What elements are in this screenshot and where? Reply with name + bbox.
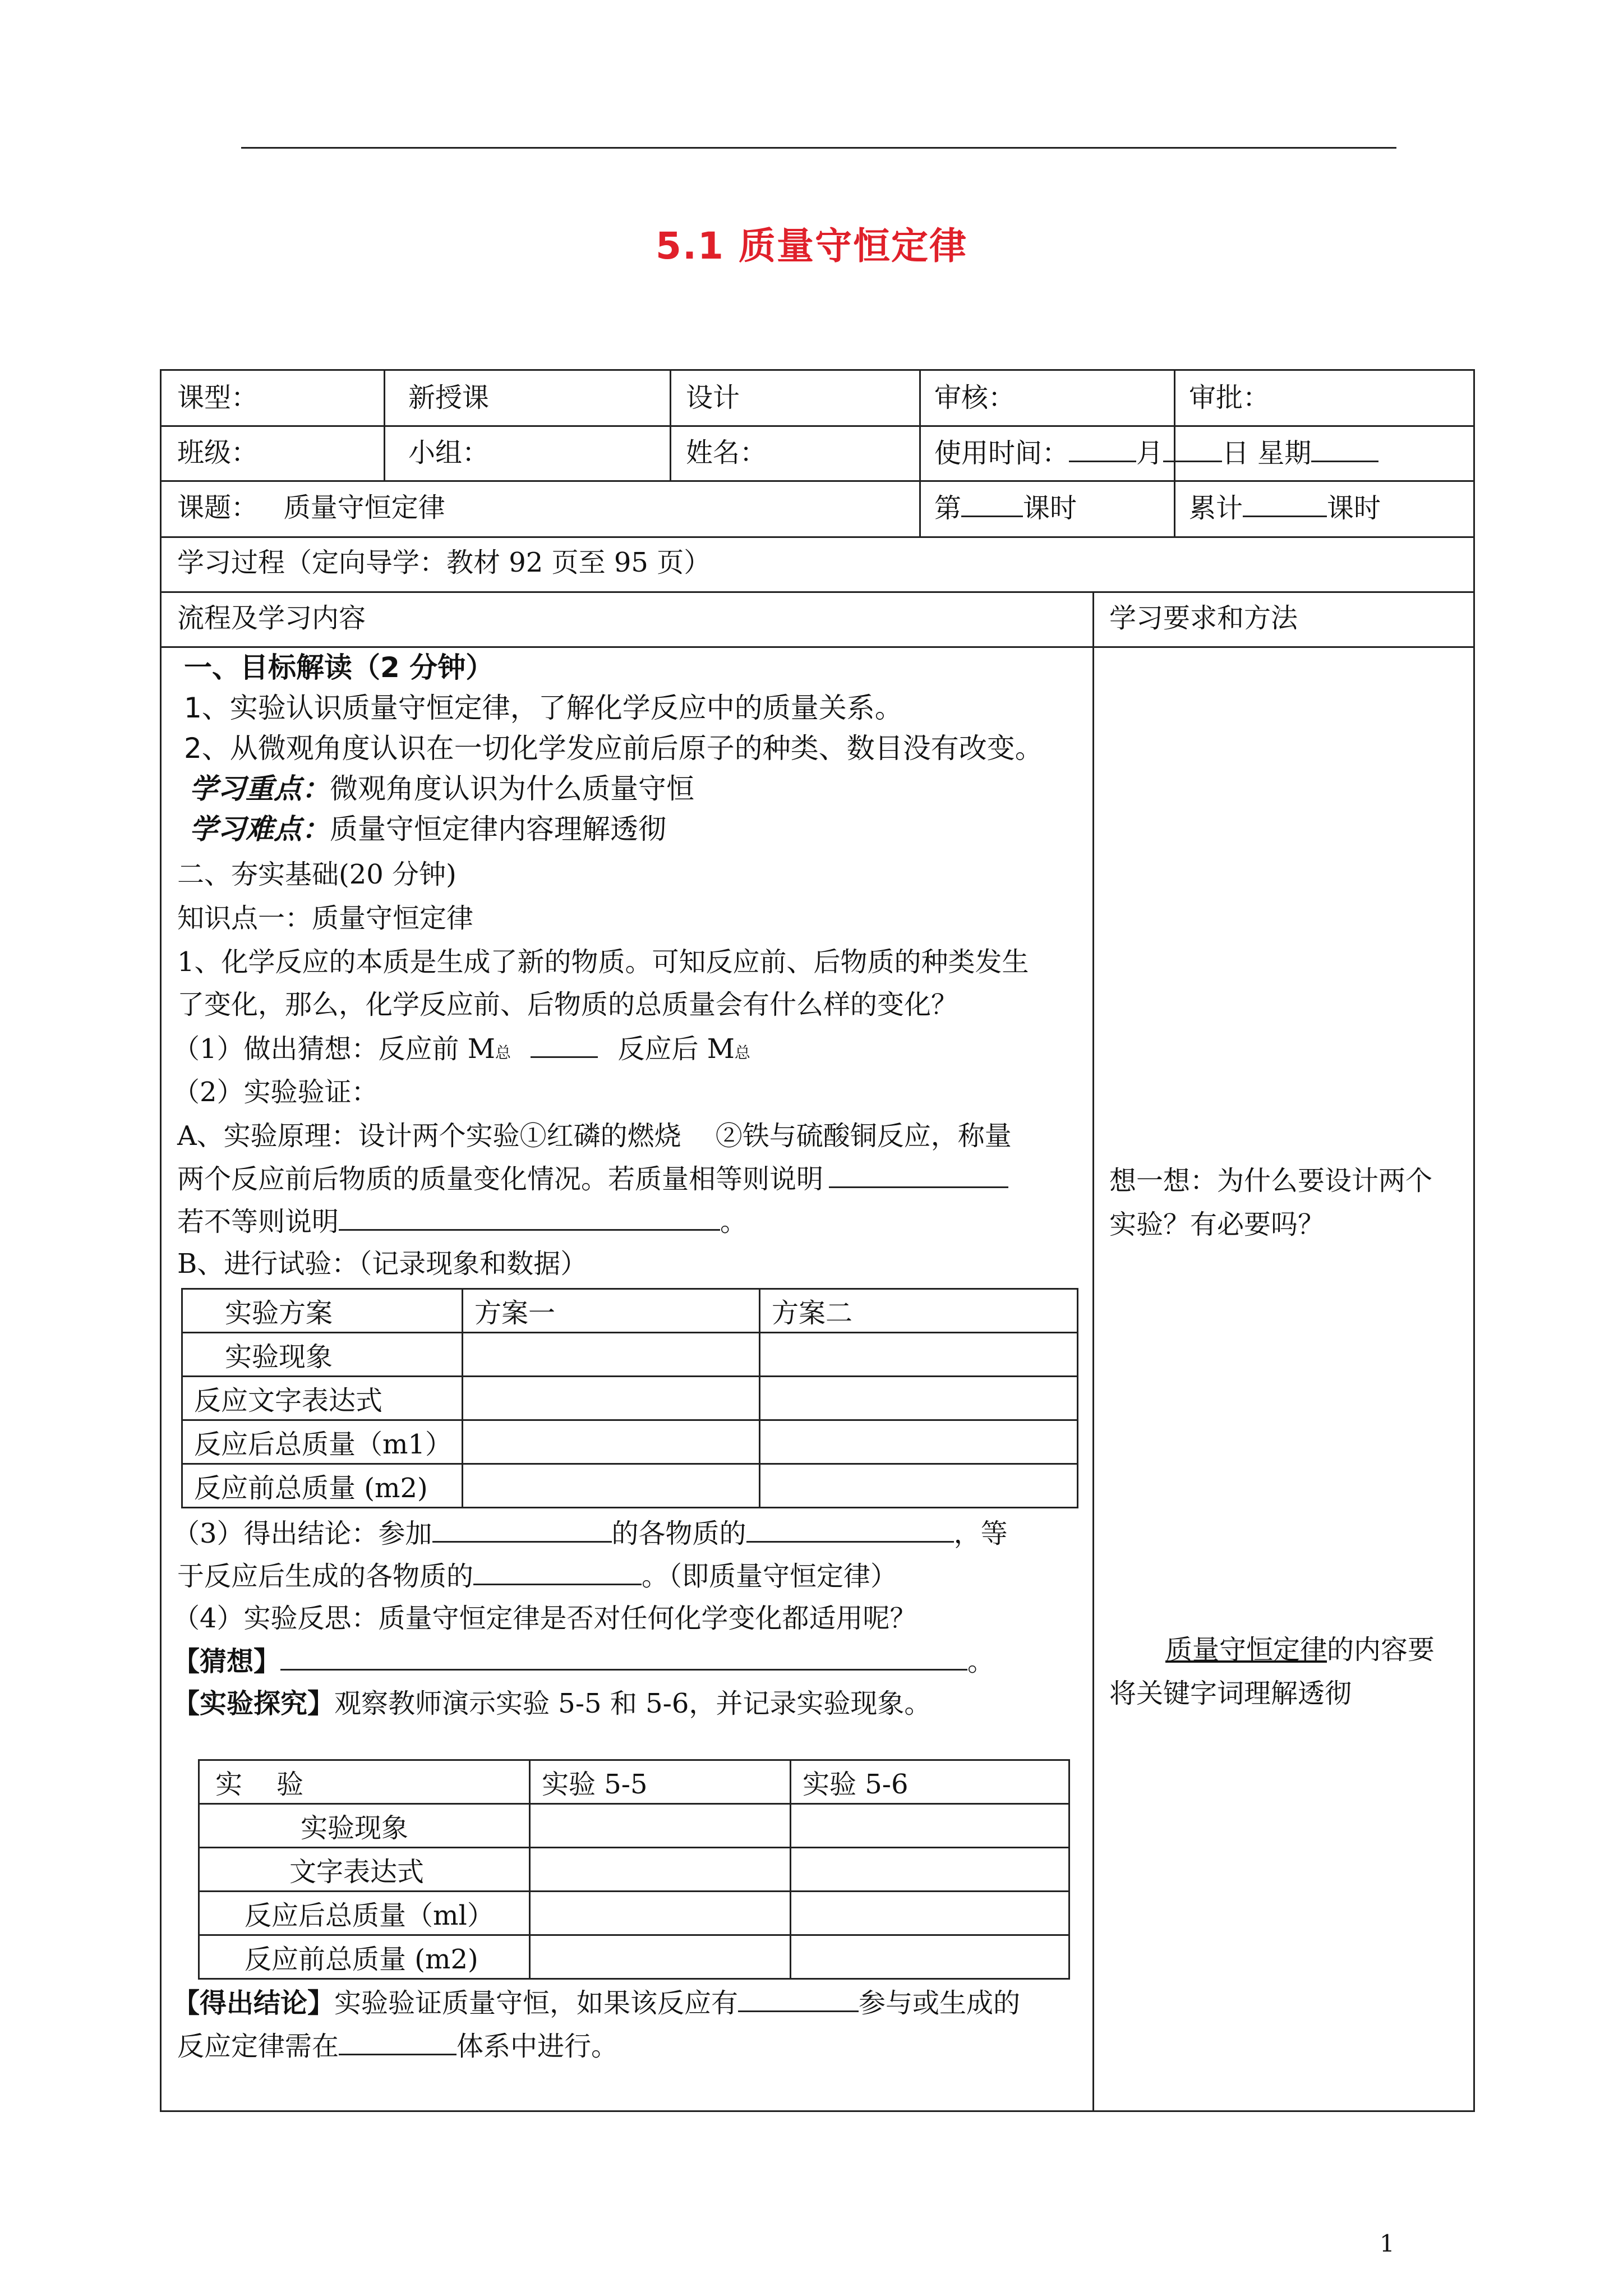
law-note-line-1: 质量守恒定律的内容要 bbox=[1165, 1634, 1435, 1665]
table-cell[interactable] bbox=[530, 1935, 791, 1979]
unequal-conclusion-blank[interactable] bbox=[339, 1207, 720, 1231]
cell-lesson-type: 课型： bbox=[177, 382, 259, 413]
cell-design: 设计 bbox=[686, 382, 740, 413]
total-lessons-blank[interactable] bbox=[1243, 493, 1327, 517]
table-cell[interactable] bbox=[760, 1333, 1078, 1377]
cell-group: 小组： bbox=[408, 437, 490, 468]
column-left-heading: 流程及学习内容 bbox=[177, 602, 366, 634]
table-row bbox=[199, 1935, 1069, 1979]
knowledge-point-1: 知识点一：质量守恒定律 bbox=[177, 903, 474, 934]
table-row bbox=[199, 1892, 1069, 1935]
principle-line-3: 若不等则说明 。 bbox=[177, 1206, 748, 1237]
table-cell[interactable] bbox=[530, 1892, 791, 1935]
table-cell[interactable] bbox=[463, 1464, 760, 1508]
final-conclusion-line-1: 【得出结论】实验验证质量守恒，如果该反应有 参与或生成的 bbox=[173, 1987, 1021, 2019]
table-header-cell: 实验方案 bbox=[182, 1289, 463, 1333]
table-cell[interactable] bbox=[463, 1420, 760, 1464]
table-cell[interactable] bbox=[791, 1892, 1069, 1935]
column-right-heading: 学习要求和方法 bbox=[1109, 602, 1298, 634]
table-row bbox=[199, 1804, 1069, 1848]
header-rule bbox=[241, 147, 1396, 149]
table-cell[interactable] bbox=[463, 1377, 760, 1420]
cell-review: 审核： bbox=[934, 382, 1016, 413]
question-1-line-1: 1、化学反应的本质是生成了新的物质。可知反应前、后物质的种类发生 bbox=[177, 946, 1029, 978]
sealed-system-blank[interactable] bbox=[339, 2031, 457, 2055]
principle-line-1: A、实验原理：设计两个实验①红磷的燃烧 ②铁与硫酸铜反应，称量 bbox=[177, 1120, 1012, 1152]
table-cell[interactable] bbox=[530, 1804, 791, 1848]
table-row bbox=[182, 1464, 1078, 1508]
think-note-line-2: 实验？有必要吗？ bbox=[1109, 1209, 1325, 1240]
learning-process: 学习过程（定向导学：教材 92 页至 95 页） bbox=[177, 547, 711, 578]
table-cell[interactable] bbox=[791, 1848, 1069, 1892]
experiment-b-label: B、进行试验：（记录现象和数据） bbox=[177, 1248, 588, 1280]
table-cell[interactable] bbox=[530, 1848, 791, 1892]
table-row bbox=[199, 1848, 1069, 1892]
table-row bbox=[182, 1289, 1078, 1333]
experiment-demo-table bbox=[198, 1759, 1070, 1980]
table-row bbox=[182, 1333, 1078, 1377]
cell-topic: 课题： 质量守恒定律 bbox=[177, 492, 445, 523]
cell-usage-time: 使用时间： 月 日 星期 bbox=[934, 438, 1378, 468]
final-conclusion-line-2: 反应定律需在 体系中进行。 bbox=[177, 2031, 619, 2062]
page-title: 5.1 质量守恒定律 bbox=[656, 224, 967, 268]
table-cell[interactable] bbox=[791, 1935, 1069, 1979]
cell-total-lessons: 累计 课时 bbox=[1189, 493, 1381, 524]
table-cell[interactable] bbox=[791, 1804, 1069, 1848]
table-row bbox=[182, 1377, 1078, 1420]
hypothesis-blank[interactable] bbox=[531, 1034, 598, 1058]
row-label: 反应文字表达式 bbox=[182, 1377, 463, 1420]
difficult-point: 学习难点：质量守恒定律内容理解透彻 bbox=[190, 813, 666, 845]
participating-blank[interactable] bbox=[432, 1519, 612, 1543]
row-label: 反应前总质量 (m2) bbox=[199, 1935, 530, 1979]
row-label: 反应后总质量（ml） bbox=[199, 1892, 530, 1935]
table-header-cell: 实验 5-6 bbox=[791, 1760, 1069, 1804]
section2-heading: 二、夯实基础(20 分钟) bbox=[177, 859, 457, 890]
cell-lesson-number: 第 课时 bbox=[934, 493, 1077, 524]
law-note-line-2: 将关键字词理解透彻 bbox=[1109, 1678, 1352, 1709]
table-cell[interactable] bbox=[760, 1377, 1078, 1420]
mass-sum-blank[interactable] bbox=[746, 1519, 954, 1543]
table-header-cell: 方案二 bbox=[760, 1289, 1078, 1333]
page-number: 1 bbox=[1380, 2230, 1395, 2257]
gas-blank[interactable] bbox=[738, 1988, 859, 2012]
verification-label: （2）实验验证： bbox=[173, 1076, 379, 1108]
guess-blank[interactable] bbox=[280, 1646, 967, 1671]
conclusion-3-line-2: 于反应后生成的各物质的 。（即质量守恒定律） bbox=[177, 1561, 898, 1592]
key-point: 学习重点：微观角度认识为什么质量守恒 bbox=[190, 772, 694, 805]
section1-heading: 一、目标解读（2 分钟） bbox=[184, 651, 494, 684]
table-header-cell: 实 验 bbox=[199, 1760, 530, 1804]
cell-name: 姓名： bbox=[686, 437, 767, 468]
row-label: 实验现象 bbox=[182, 1333, 463, 1377]
conclusion-3-line-1: （3）得出结论：参加 的各物质的 ，等 bbox=[173, 1518, 1008, 1549]
hypothesis: （1）做出猜想：反应前 M总 反应后 M总 bbox=[173, 1033, 750, 1065]
table-cell[interactable] bbox=[760, 1420, 1078, 1464]
question-1-line-2: 了变化，那么，化学反应前、后物质的总质量会有什么样的变化？ bbox=[177, 989, 958, 1020]
weekday-blank[interactable] bbox=[1311, 438, 1378, 462]
cell-approve: 审批： bbox=[1189, 382, 1270, 413]
day-blank[interactable] bbox=[1163, 438, 1222, 462]
table-header-cell: 方案一 bbox=[463, 1289, 760, 1333]
products-blank[interactable] bbox=[473, 1561, 642, 1585]
goal-1: 1、实验认识质量守恒定律，了解化学反应中的质量关系。 bbox=[184, 692, 903, 724]
table-row bbox=[182, 1420, 1078, 1464]
cell-new-lesson: 新授课 bbox=[408, 382, 490, 413]
row-label: 反应后总质量（m1） bbox=[182, 1420, 463, 1464]
explore-line: 【实验探究】观察教师演示实验 5-5 和 5-6，并记录实验现象。 bbox=[173, 1688, 932, 1719]
table-cell[interactable] bbox=[463, 1333, 760, 1377]
row-label: 文字表达式 bbox=[199, 1848, 530, 1892]
experiment-plan-table bbox=[181, 1288, 1078, 1508]
guess-line: 【猜想】 。 bbox=[173, 1646, 995, 1677]
goal-2: 2、从微观角度认识在一切化学发应前后原子的种类、数目没有改变。 bbox=[184, 732, 1043, 765]
row-label: 反应前总质量 (m2) bbox=[182, 1464, 463, 1508]
principle-line-2: 两个反应前后物质的质量变化情况。若质量相等则说明 bbox=[177, 1164, 1008, 1194]
worksheet-table bbox=[160, 369, 1475, 2112]
equal-conclusion-blank[interactable] bbox=[829, 1164, 1008, 1188]
table-row bbox=[199, 1760, 1069, 1804]
think-note-line-1: 想一想：为什么要设计两个 bbox=[1109, 1165, 1433, 1197]
reflection-4: （4）实验反思：质量守恒定律是否对任何化学变化都适用呢？ bbox=[173, 1603, 917, 1634]
table-cell[interactable] bbox=[760, 1464, 1078, 1508]
month-blank[interactable] bbox=[1069, 438, 1136, 462]
cell-class: 班级： bbox=[177, 437, 259, 468]
lesson-number-blank[interactable] bbox=[961, 493, 1023, 517]
row-label: 实验现象 bbox=[199, 1804, 530, 1848]
table-header-cell: 实验 5-5 bbox=[530, 1760, 791, 1804]
